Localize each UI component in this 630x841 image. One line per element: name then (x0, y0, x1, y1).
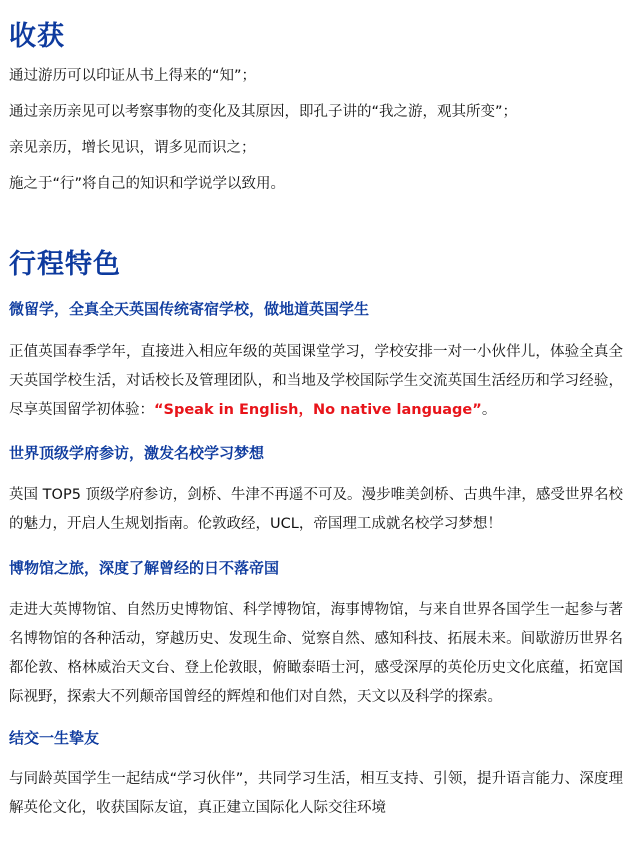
section-title-3: 博物馆之旅，深度了解曾经的日不落帝国 (9, 559, 280, 577)
section-title-2: 世界顶级学府参访，激发名校学习梦想 (9, 444, 265, 462)
section-body-1 (9, 338, 623, 425)
section-body-4: 与同龄英国学生一起结成“学习伙伴”，共同学习生活，相互支持、引领，提升语言能力、深度理解英伦文化，收获国际友谊，真正建立国际化人际交往环境 (9, 771, 623, 816)
harvest-line-3: 亲见亲历，增长见识，谓多见而识之； (9, 140, 256, 156)
harvest-line-2: 通过亲历亲见可以考察事物的变化及其原因，即孔子讲的“我之游，观其所变”； (9, 104, 518, 120)
section-body-3: 走进大英博物馆、自然历史博物馆、科学博物馆，海事博物馆，与来自世界各国学生一起参与著名博物馆的各种活动，穿越历史、发现生命、觉察自然、感知科技、拓展未来。间歇游历世界名都伦敦、格林威治天文台、登上伦敦眼，俯瞰泰晤士河，感受深厚的英伦历史文化底蕴，拓宽国际视野，探索大不列颠帝国曾经的辉煌和他们对自然，天文以及科学的探索。 (9, 602, 623, 705)
section-body-1-text: 正值英国春季学年，直接进入相应年级的英国课堂学习，学校安排一对一小伙伴儿，体验全真全天英国学校生活，对话校长及管理团队，和当地及学校国际学生交流英国生活经历和学习经验，尽享英国留学初体验： (9, 344, 623, 418)
harvest-line-4: 施之于“行”将自己的知识和学说学以致用。 (9, 176, 286, 192)
section-title-4: 结交一生挚友 (9, 729, 100, 747)
section-title-1: 微留学，全真全天英国传统寄宿学校，做地道英国学生 (9, 300, 370, 318)
section-body-2: 英国 TOP5 顶级学府参访，剑桥、牛津不再遥不可及。漫步唯美剑桥、古典牛津，感受世界名校的魅力，开启人生规划指南。伦敦政经，UCL，帝国理工成就名校学习梦想！ (9, 487, 623, 532)
section-body-1-end: 。 (481, 402, 497, 418)
harvest-line-1: 通过游历可以印证从书上得来的“知”； (9, 68, 257, 84)
features-heading: 行程特色 (9, 249, 121, 280)
harvest-heading: 收获 (9, 21, 65, 52)
highlight-quote: “Speak in English，No native language” (154, 402, 482, 418)
